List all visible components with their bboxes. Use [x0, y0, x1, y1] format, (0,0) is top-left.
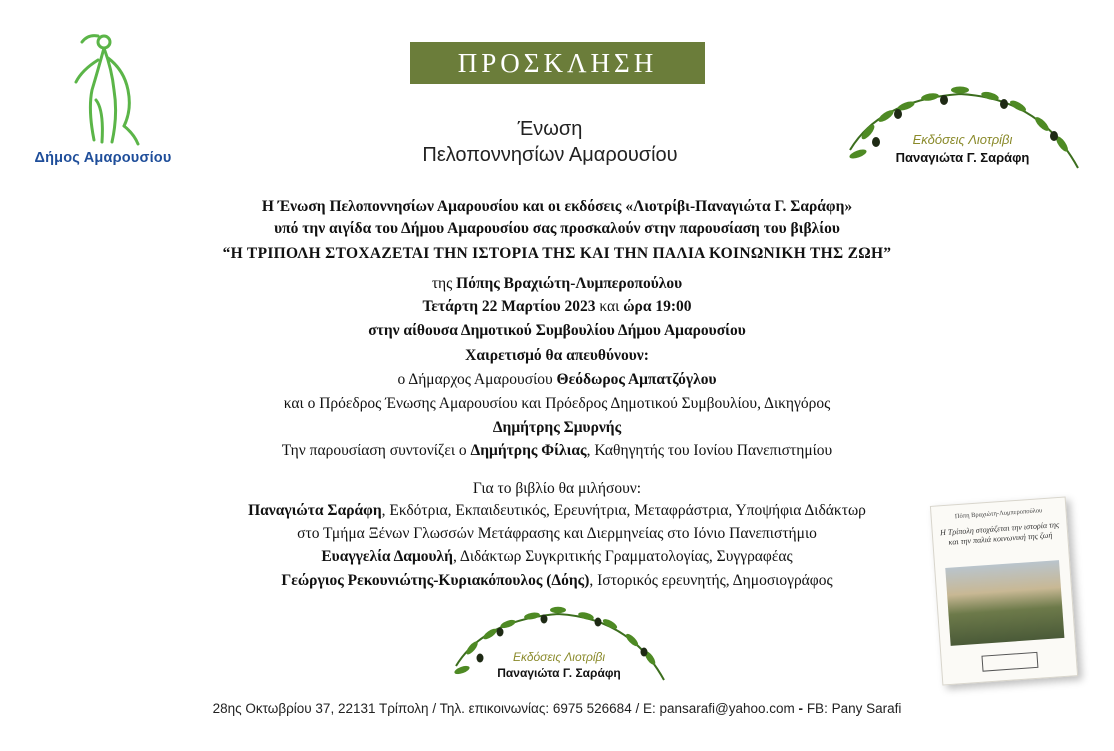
speaker-2-name: Ευαγγελία Δαμουλή	[321, 548, 453, 565]
book-cover	[930, 496, 1078, 685]
footer-contact	[0, 701, 1114, 716]
dimos-amarousiou-logo	[28, 30, 178, 170]
speaker-1-desc: , Εκδότρια, Εκπαιδευτικός, Ερευνήτρια, Μεταφράστρια, Υποψήφια Διδάκτωρ	[381, 502, 866, 519]
speaker-3-name: Γεώργιος Ρεκουνιώτης-Κυριακόπουλος (Δόης)	[281, 572, 590, 589]
coordinator-name: Δημήτρης Φίλιας	[470, 442, 587, 459]
book-cover-image	[928, 497, 1086, 687]
author-name: Πόπης Βραχιώτη-Λυμπεροπούλου	[456, 275, 683, 292]
book-title: “Η ΤΡΙΠΟΛΗ ΣΤΟΧΑΖΕΤΑΙ ΤΗΝ ΙΣΤΟΡΙΑ ΤΗΣ ΚΑΙ ΤΗΝ ΠΑΛΙΑ ΚΟΙΝΩΝΙΚΗ ΤΗΣ ΖΩΗ”	[222, 245, 892, 262]
venue: στην αίθουσα Δημοτικού Συμβουλίου Δήμου Αμαρουσίου	[368, 322, 746, 339]
footer-phone: Τηλ. επικοινωνίας: 6975 526684	[439, 701, 632, 716]
coordinator-suffix: , Καθηγητής του Ιονίου Πανεπιστημίου	[586, 442, 833, 459]
mayor-prefix: ο Δήμαρχος Αμαρουσίου	[397, 371, 553, 388]
time-prefix: και	[599, 298, 620, 315]
olive-branch-icon	[840, 80, 1085, 180]
goddess-figure-icon	[68, 30, 148, 148]
footer-email: E: pansarafi@yahoo.com	[642, 701, 795, 716]
date-line	[0, 296, 1114, 318]
publisher-name: Εκδόσεις Λιοτρίβι	[912, 132, 1013, 147]
logo-label: Δήμος Αμαρουσίου	[34, 150, 172, 166]
publisher-name: Εκδόσεις Λιοτρίβι	[512, 650, 606, 664]
greetings-heading: Χαιρετισμό θα απευθύνουν:	[465, 347, 649, 364]
book-cover-author: Πόπη Βραχιώτη-Λυμπεροπούλου	[954, 507, 1043, 521]
book-publisher-mark	[981, 652, 1038, 672]
invitation-banner: ΠΡΟΣΚΛΗΣΗ	[410, 42, 705, 84]
mayor-line	[0, 369, 1114, 391]
speaker-1-desc-2: στο Τμήμα Ξένων Γλωσσών Μετάφρασης και Διερμηνείας στο Ιόνιο Πανεπιστήμιο	[297, 525, 817, 542]
book-cover-photo	[945, 560, 1064, 646]
event-date: Τετάρτη 22 Μαρτίου 2023	[422, 298, 596, 315]
speakers-heading: Για το βιβλίο θα μιλήσουν:	[472, 480, 642, 497]
intro-line-2: υπό την αιγίδα του Δήμου Αμαρουσίου σας προσκαλούν στην παρουσίαση του βιβλίου	[274, 220, 840, 237]
footer-separator: -	[798, 701, 804, 716]
author-prefix: της	[431, 275, 453, 292]
publisher-person: Παναγιώτα Γ. Σαράφη	[895, 150, 1030, 165]
publisher-logo-top	[840, 80, 1085, 180]
footer-fb: FB: Pany Sarafi	[806, 701, 902, 716]
publisher-logo-bottom	[448, 602, 670, 692]
intro-line-1: Η Ένωση Πελοποννησίων Αμαρουσίου και οι εκδόσεις «Λιοτρίβι-Παναγιώτα Γ. Σαράφη»	[261, 198, 853, 215]
coordinator-line	[0, 440, 1114, 462]
org-line-2: Πελοποννησίων Αμαρουσίου	[422, 144, 678, 166]
mayor-name: Θεόδωρος Αμπατζόγλου	[556, 371, 717, 388]
org-line-1: Ένωση	[517, 118, 583, 140]
organization-name	[350, 116, 750, 168]
publisher-person: Παναγιώτα Γ. Σαράφη	[497, 666, 621, 680]
author-line	[0, 273, 1114, 295]
speaker-3-desc: , Ιστορικός ερευνητής, Δημοσιογράφος	[589, 572, 833, 589]
footer-separator: /	[432, 701, 440, 716]
president-name: Δημήτρης Σμυρνής	[492, 419, 622, 436]
speaker-2-desc: , Διδάκτωρ Συγκριτικής Γραμματολογίας, Συγγραφέας	[452, 548, 793, 565]
president-line: και ο Πρόεδρος Ένωσης Αμαρουσίου και Πρόεδρος Δημοτικού Συμβουλίου, Δικηγόρος	[283, 395, 831, 412]
footer-address: 28ης Οκτωβρίου 37, 22131 Τρίπολη	[212, 701, 429, 716]
coordinator-prefix: Την παρουσίαση συντονίζει ο	[281, 442, 467, 459]
book-cover-title: Η Τρίπολη στοχάζεται την ιστορία της και την παλιά κοινωνική της ζωή	[939, 520, 1060, 547]
event-time: ώρα 19:00	[623, 298, 692, 315]
speaker-1-name: Παναγιώτα Σαράφη	[248, 502, 382, 519]
footer-separator: /	[635, 701, 643, 716]
